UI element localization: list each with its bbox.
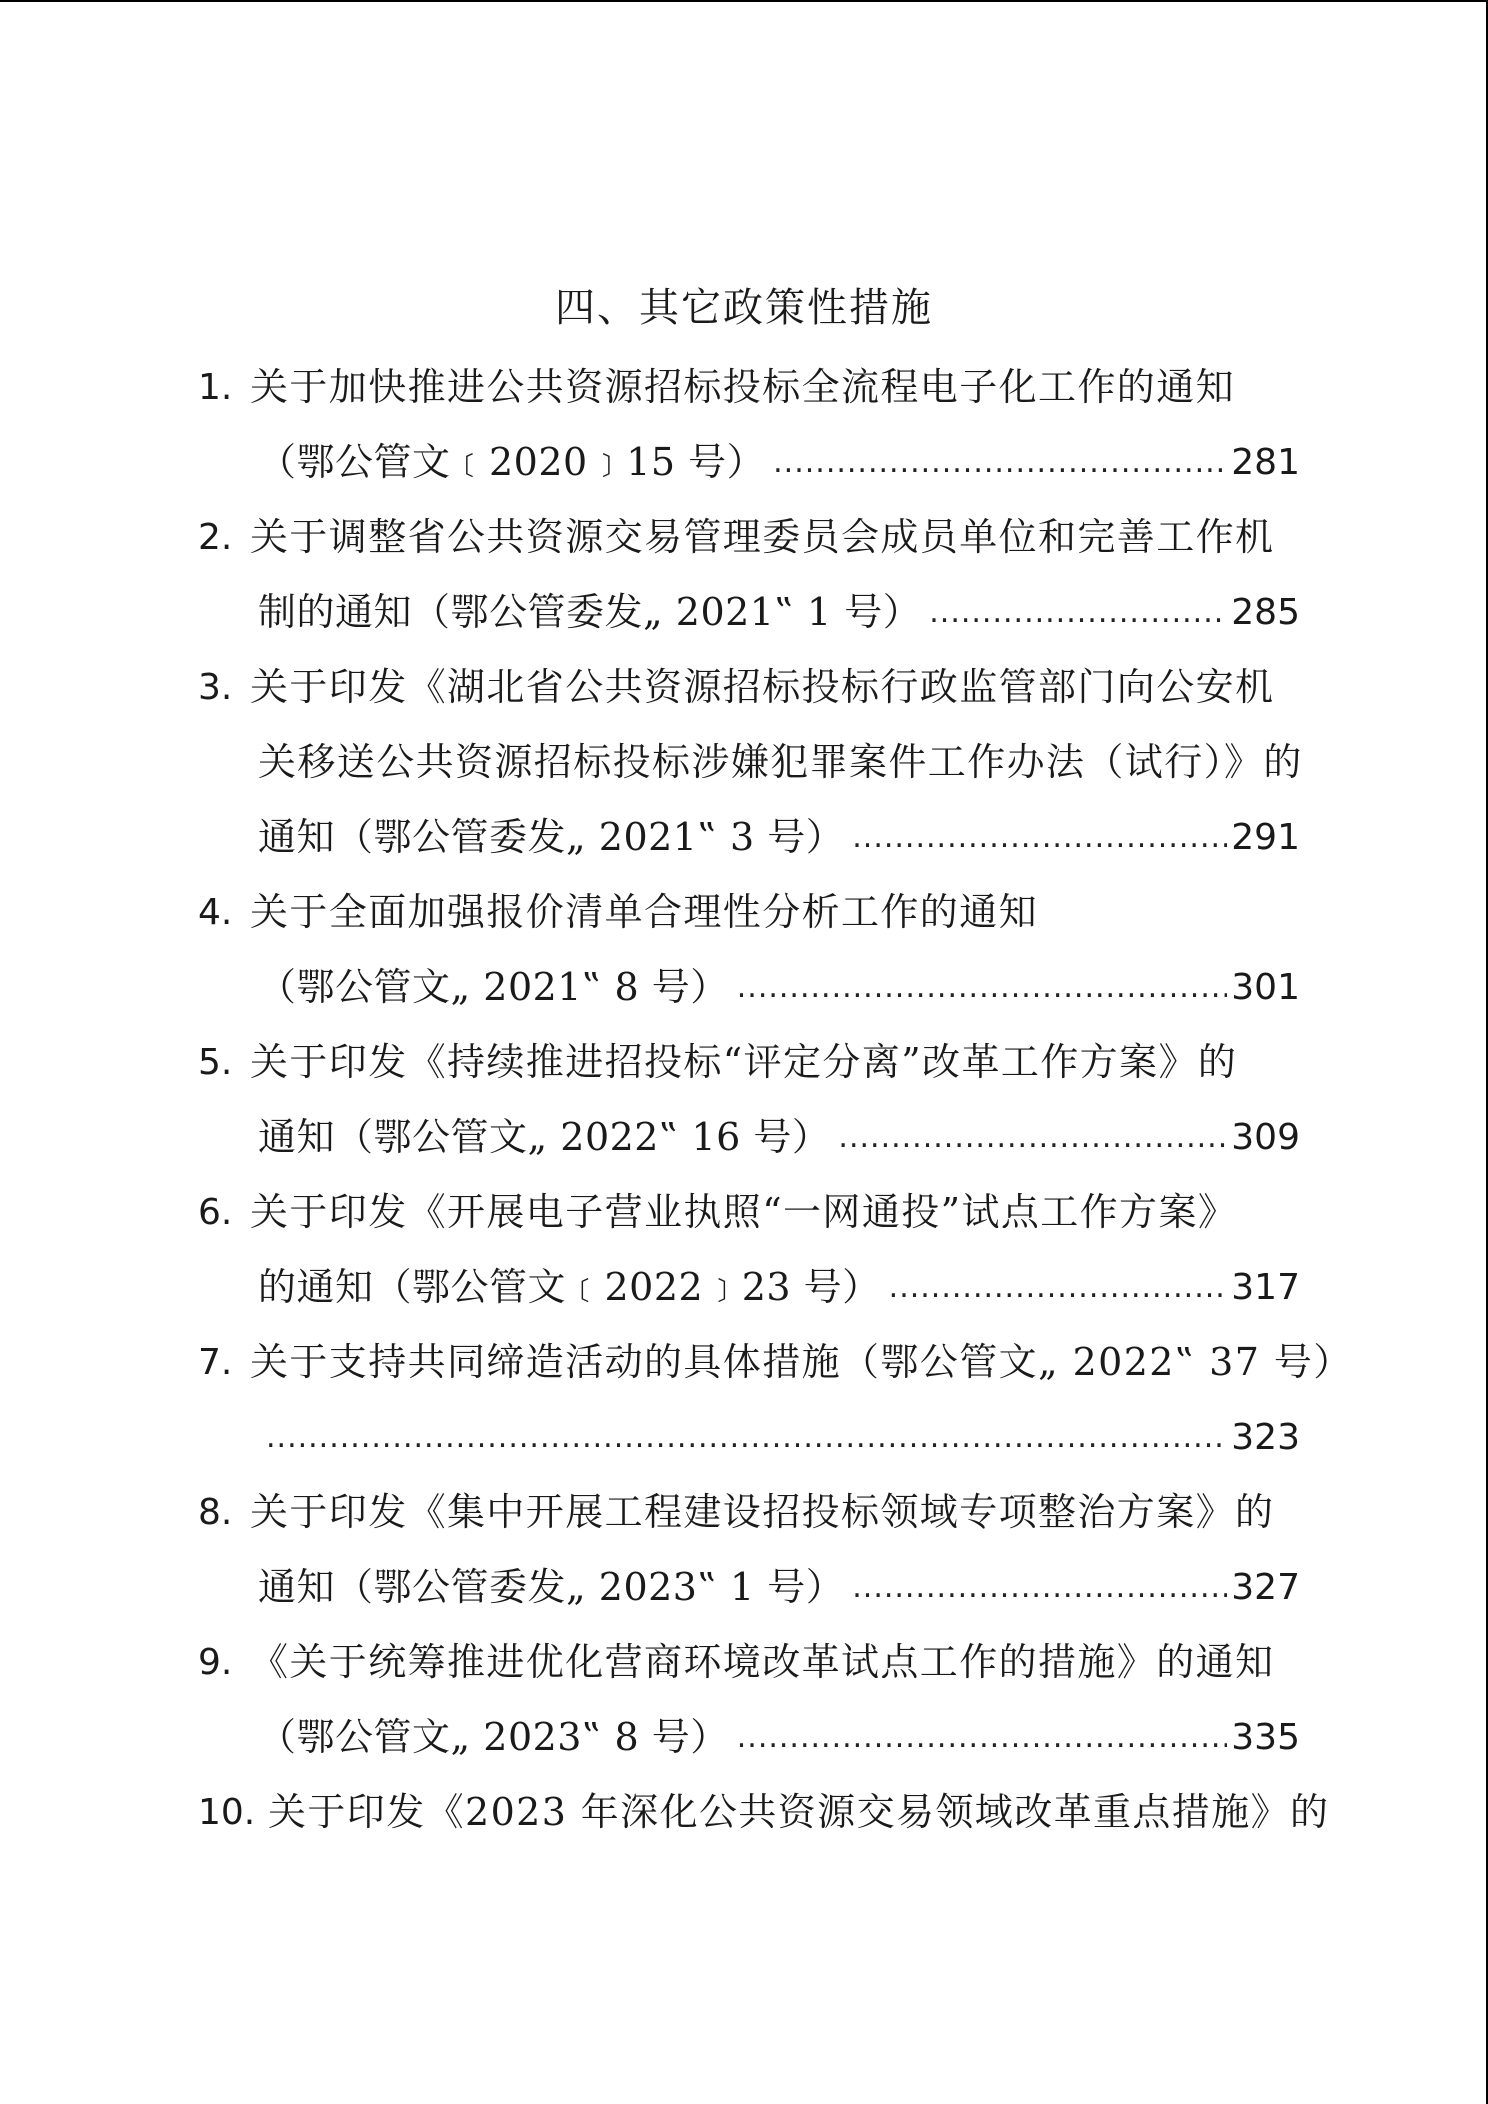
toc-entry[interactable] xyxy=(198,1175,1300,1325)
toc-entry[interactable] xyxy=(198,1325,1353,1475)
dot-leader xyxy=(773,425,1227,500)
toc-entry[interactable] xyxy=(198,1775,1330,1850)
toc-entry-title: 《关于统筹推进优化营商环境改革试点工作的措施》的通知 xyxy=(250,1640,1275,1684)
toc-page-number: 335 xyxy=(1231,1717,1300,1758)
toc-reference-line xyxy=(198,1550,1300,1625)
toc-page-number: 323 xyxy=(1231,1417,1300,1458)
toc-entry-number: 3. xyxy=(198,667,233,708)
toc-entry-title: 关于印发《开展电子营业执照“一网通投”试点工作方案》 xyxy=(250,1190,1238,1234)
toc-entry-number: 2. xyxy=(198,517,233,558)
toc-entry-title: 关于支持共同缔造活动的具体措施（鄂公管文„ 2022‟ 37 号） xyxy=(250,1340,1353,1384)
top-border xyxy=(0,0,1488,2)
toc-entry[interactable] xyxy=(198,1475,1300,1625)
toc-document-reference: 通知（鄂公管委发„ 2023‟ 1 号） xyxy=(258,1565,845,1609)
toc-page-number: 291 xyxy=(1231,817,1300,858)
toc-title-line xyxy=(198,725,1303,800)
toc-entry-number: 5. xyxy=(198,1042,233,1083)
toc-title-line xyxy=(198,350,1300,425)
toc-page-number: 281 xyxy=(1231,442,1300,483)
toc-document-reference: 制的通知（鄂公管委发„ 2021‟ 1 号） xyxy=(258,590,922,634)
toc-entry-title: 关于印发《湖北省公共资源招标投标行政监管部门向公安机 xyxy=(250,665,1275,709)
toc-title-line xyxy=(198,500,1300,575)
dot-leader xyxy=(266,1400,1227,1475)
toc-document-reference: 的通知（鄂公管文﹝2022﹞23 号） xyxy=(258,1265,881,1309)
toc-entry[interactable] xyxy=(198,500,1300,650)
toc-document-reference: （鄂公管文﹝2020﹞15 号） xyxy=(258,440,766,484)
toc-entry-number: 9. xyxy=(198,1642,233,1683)
toc-page-number: 301 xyxy=(1231,967,1300,1008)
section-title: 四、其它政策性措施 xyxy=(555,285,933,331)
toc-document-reference: 通知（鄂公管文„ 2022‟ 16 号） xyxy=(258,1115,831,1159)
toc-page-number: 317 xyxy=(1231,1267,1300,1308)
toc-title-line xyxy=(198,875,1300,950)
toc-entry[interactable] xyxy=(198,350,1300,500)
dot-leader xyxy=(852,1550,1227,1625)
toc-entry-title: 关于印发《集中开展工程建设招投标领域专项整治方案》的 xyxy=(250,1490,1275,1534)
toc-entry-title: 关移送公共资源招标投标涉嫌犯罪案件工作办法（试行）》的 xyxy=(258,740,1303,784)
dot-leader xyxy=(889,1250,1228,1325)
toc-reference-line xyxy=(198,1700,1300,1775)
toc-reference-line xyxy=(198,1100,1300,1175)
toc-title-line xyxy=(198,1325,1353,1400)
dot-leader xyxy=(737,1700,1228,1775)
toc-reference-line xyxy=(198,1400,1300,1475)
dot-leader xyxy=(737,950,1228,1025)
toc-reference-line xyxy=(198,800,1300,875)
toc-document-reference: （鄂公管文„ 2021‟ 8 号） xyxy=(258,965,729,1009)
toc-entry[interactable] xyxy=(198,650,1303,875)
table-of-contents xyxy=(198,350,1353,1850)
toc-entry-title: 关于印发《2023 年深化公共资源交易领域改革重点措施》的 xyxy=(268,1790,1330,1834)
toc-entry-title: 关于加快推进公共资源招标投标全流程电子化工作的通知 xyxy=(250,365,1236,409)
toc-reference-line xyxy=(198,1250,1300,1325)
toc-title-line xyxy=(198,1625,1300,1700)
toc-document-reference: 通知（鄂公管委发„ 2021‟ 3 号） xyxy=(258,815,845,859)
toc-title-line xyxy=(198,1025,1300,1100)
dot-leader xyxy=(929,575,1227,650)
toc-entry-number: 7. xyxy=(198,1342,233,1383)
toc-title-line xyxy=(198,1175,1300,1250)
toc-entry-number: 4. xyxy=(198,892,233,933)
toc-entry-number: 1. xyxy=(198,367,233,408)
toc-reference-line xyxy=(198,575,1300,650)
toc-title-line xyxy=(198,1775,1330,1850)
dot-leader xyxy=(838,1100,1227,1175)
toc-entry[interactable] xyxy=(198,1625,1300,1775)
toc-entry[interactable] xyxy=(198,1025,1300,1175)
toc-document-reference: （鄂公管文„ 2023‟ 8 号） xyxy=(258,1715,729,1759)
toc-reference-line xyxy=(198,425,1300,500)
toc-reference-line xyxy=(198,950,1300,1025)
toc-entry-number: 6. xyxy=(198,1192,233,1233)
toc-entry-title: 关于印发《持续推进招投标“评定分离”改革工作方案》的 xyxy=(250,1040,1238,1084)
toc-page-number: 327 xyxy=(1231,1567,1300,1608)
toc-entry-title: 关于调整省公共资源交易管理委员会成员单位和完善工作机 xyxy=(250,515,1275,559)
toc-page-number: 285 xyxy=(1231,592,1300,633)
toc-entry[interactable] xyxy=(198,875,1300,1025)
toc-title-line xyxy=(198,1475,1300,1550)
toc-page-number: 309 xyxy=(1231,1117,1300,1158)
toc-title-line xyxy=(198,650,1300,725)
toc-entry-number: 8. xyxy=(198,1492,233,1533)
toc-entry-title: 关于全面加强报价清单合理性分析工作的通知 xyxy=(250,890,1039,934)
toc-entry-number: 10. xyxy=(198,1792,256,1833)
dot-leader xyxy=(852,800,1227,875)
